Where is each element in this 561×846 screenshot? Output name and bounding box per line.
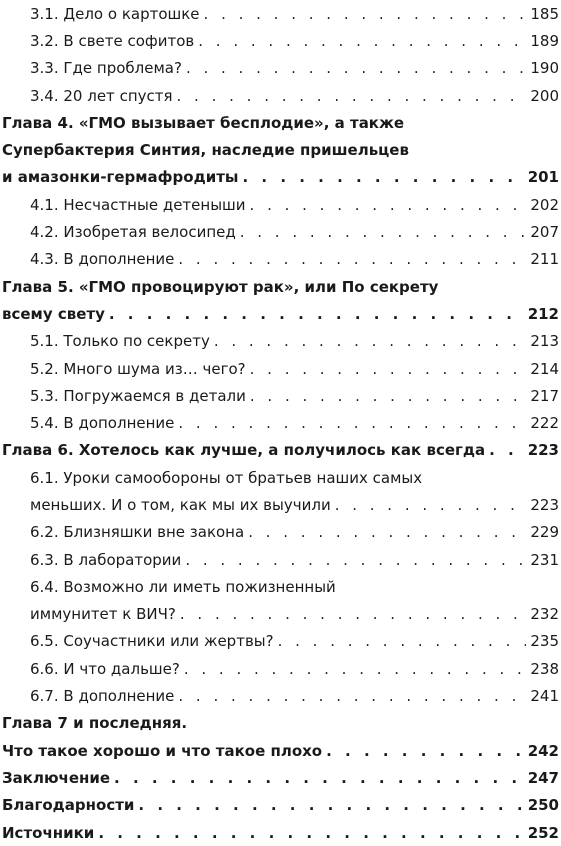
toc-dot-leader	[250, 360, 527, 378]
toc-entry-title: 6.2. Близняшки вне закона	[30, 523, 245, 542]
toc-dot-leader	[98, 824, 523, 842]
toc-page-number: 229	[530, 523, 559, 542]
toc-page-number: 201	[527, 168, 559, 187]
toc-dot-leader	[335, 496, 527, 514]
toc-entry-title: Благодарности	[2, 796, 135, 815]
toc-page-number: 217	[530, 386, 559, 405]
toc-dot-leader	[326, 742, 524, 760]
toc-entry-title: 3.1. Дело о картошке	[30, 4, 200, 23]
toc-page-number: 189	[530, 31, 559, 50]
toc-entry-title: Глава 7 и последняя.	[2, 714, 188, 733]
toc-entry-title: всему свету	[2, 304, 105, 323]
toc-dot-leader	[250, 387, 526, 405]
toc-page-number: 235	[530, 632, 559, 651]
toc-dot-leader	[278, 632, 527, 650]
toc-entry-title: 3.4. 20 лет спустя	[30, 86, 173, 105]
toc-dot-leader	[109, 305, 524, 323]
toc-entry-title: Заключение	[2, 768, 111, 787]
toc-dot-leader	[489, 441, 524, 459]
toc-entry-title: Источники	[2, 823, 95, 842]
toc-entry-title: Глава 4. «ГМО вызывает бесплодие», а также	[2, 113, 405, 132]
toc-section-line	[0, 655, 561, 682]
toc-entry-title: Что такое хорошо и что такое плохо	[2, 741, 323, 760]
toc-page-number: 252	[527, 823, 559, 842]
toc-entry-title: 6.3. В лаборатории	[30, 550, 182, 569]
toc-page-number: 231	[530, 550, 559, 569]
toc-page-number: 213	[530, 332, 559, 351]
toc-section-line	[0, 491, 561, 518]
toc-page-number: 241	[530, 687, 559, 706]
toc-dot-leader	[248, 523, 526, 541]
toc-page-number: 212	[527, 304, 559, 323]
toc-section-line	[0, 628, 561, 655]
toc-entry-title: 6.5. Соучастники или жертвы?	[30, 632, 274, 651]
toc-page-number: 223	[530, 495, 559, 514]
toc-entry-title: 5.2. Много шума из… чего?	[30, 359, 246, 378]
toc-section-line	[0, 0, 561, 27]
toc-page-number: 223	[527, 441, 559, 460]
toc-page-number: 222	[530, 414, 559, 433]
toc-dot-leader	[242, 168, 523, 186]
toc-entry-title: Супербактерия Синтия, наследие пришельцев	[2, 141, 409, 160]
toc-section-line	[0, 573, 561, 600]
toc-entry-title: 3.3. Где проблема?	[30, 59, 182, 78]
toc-page-number: 238	[530, 659, 559, 678]
toc-section-line	[0, 682, 561, 709]
toc-chapter-line	[0, 737, 561, 764]
toc-entry-title: меньших. И о том, как мы их выучили	[30, 495, 331, 514]
toc-entry-title: 5.3. Погружаемся в детали	[30, 386, 246, 405]
toc-entry-title: иммунитет к ВИЧ?	[30, 605, 176, 624]
toc-page-number: 214	[530, 359, 559, 378]
toc-page-number: 190	[530, 59, 559, 78]
toc-page-number: 202	[530, 195, 559, 214]
toc-dot-leader	[184, 660, 527, 678]
toc-dot-leader	[178, 414, 526, 432]
toc-section-line	[0, 409, 561, 436]
toc-dot-leader	[138, 796, 523, 814]
toc-dot-leader	[180, 605, 526, 623]
toc-dot-leader	[185, 551, 526, 569]
toc-entry-title: 6.7. В дополнение	[30, 687, 175, 706]
toc-section-line	[0, 464, 561, 491]
toc-section-line	[0, 82, 561, 109]
toc-entry-title: 5.1. Только по секрету	[30, 332, 210, 351]
toc-dot-leader	[178, 250, 526, 268]
toc-entry-title: 6.1. Уроки самообороны от братьев наших самых	[30, 468, 423, 487]
toc-dot-leader	[178, 687, 526, 705]
toc-page-number: 242	[527, 741, 559, 760]
toc-dot-leader	[240, 223, 527, 241]
toc-page-number: 207	[530, 223, 559, 242]
toc-page-number: 211	[530, 250, 559, 269]
toc-dot-leader	[250, 196, 527, 214]
toc-page-number: 185	[530, 4, 559, 23]
toc-section-line	[0, 382, 561, 409]
toc-section-line	[0, 246, 561, 273]
toc-chapter-line	[0, 764, 561, 791]
toc-page-number: 250	[527, 796, 559, 815]
toc-entry-title: 3.2. В свете софитов	[30, 31, 195, 50]
toc-entry-title: 4.3. В дополнение	[30, 250, 175, 269]
toc-entry-title: Глава 5. «ГМО провоцируют рак», или По секрету	[2, 277, 439, 296]
toc-entry-title: 6.4. Возможно ли иметь пожизненный	[30, 577, 336, 596]
toc-section-line	[0, 55, 561, 82]
toc-chapter-line	[0, 437, 561, 464]
toc-chapter-line	[0, 792, 561, 819]
toc-entry-title: 6.6. И что дальше?	[30, 659, 180, 678]
toc-section-line	[0, 519, 561, 546]
toc-section-line	[0, 218, 561, 245]
toc-section-line	[0, 546, 561, 573]
toc-chapter-line	[0, 136, 561, 163]
toc-chapter-line	[0, 109, 561, 136]
toc-dot-leader	[214, 332, 527, 350]
toc-chapter-line	[0, 300, 561, 327]
toc-entry-title: Глава 6. Хотелось как лучше, а получилось как всегда	[2, 441, 486, 460]
toc-section-line	[0, 601, 561, 628]
toc-chapter-line	[0, 710, 561, 737]
toc-dot-leader	[177, 87, 527, 105]
toc-section-line	[0, 27, 561, 54]
toc-page-number: 247	[527, 768, 559, 787]
toc-chapter-line	[0, 819, 561, 846]
toc-entry-title: 5.4. В дополнение	[30, 414, 175, 433]
toc-dot-leader	[198, 32, 526, 50]
toc-chapter-line	[0, 273, 561, 300]
toc-entry-title: 4.2. Изобретая велосипед	[30, 223, 236, 242]
toc-dot-leader	[204, 5, 527, 23]
toc-dot-leader	[186, 59, 526, 77]
toc-section-line	[0, 355, 561, 382]
toc-section-line	[0, 191, 561, 218]
toc-chapter-line	[0, 164, 561, 191]
toc-entry-title: и амазонки-гермафродиты	[2, 168, 239, 187]
toc-dot-leader	[114, 769, 524, 787]
toc-section-line	[0, 328, 561, 355]
toc-entry-title: 4.1. Несчастные детеныши	[30, 195, 246, 214]
toc-page-number: 232	[530, 605, 559, 624]
toc-page-number: 200	[530, 86, 559, 105]
